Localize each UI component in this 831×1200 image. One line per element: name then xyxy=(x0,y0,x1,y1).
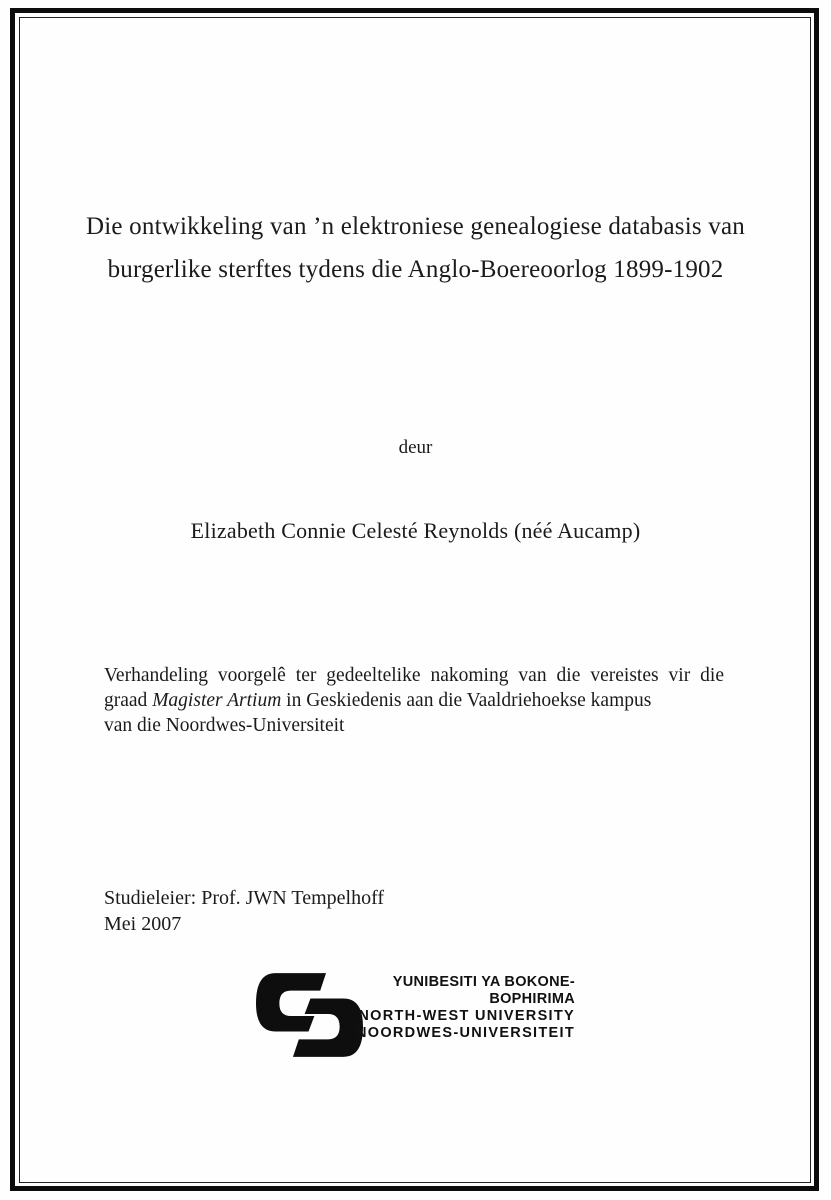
supervisor-date-block xyxy=(104,885,384,937)
submission-line-2 xyxy=(104,688,724,713)
degree-name-italic: Magister Artium xyxy=(152,690,282,711)
submission-line-2-prefix: graad xyxy=(104,690,153,711)
author-name: Elizabeth Connie Celesté Reynolds (néé Aucamp) xyxy=(190,518,641,543)
submission-line-3: van die Noordwes-Universiteit xyxy=(104,715,345,736)
date-line: Mei 2007 xyxy=(104,913,182,935)
supervisor-line: Studieleier: Prof. JWN Tempelhoff xyxy=(104,887,385,909)
submission-line-1: Verhandeling voorgelê ter gedeeltelike nakoming van die vereistes vir die xyxy=(104,665,724,686)
thesis-title xyxy=(55,205,776,291)
nwu-logo xyxy=(256,970,578,1062)
thesis-title-line-2: burgerlike sterftes tydens die Anglo-Boereoorlog 1899-1902 xyxy=(107,256,724,283)
nwu-wordmark-english: NORTH-WEST UNIVERSITY xyxy=(358,1008,575,1024)
nwu-wordmark-setswana: YUNIBESITI YA BOKONE-BOPHIRIMA xyxy=(392,974,575,1007)
byline-deur: deur xyxy=(398,437,433,458)
thesis-title-line-1: Die ontwikkeling van ’n elektroniese genealogiese databasis van xyxy=(86,213,745,240)
nwu-wordmark-afrikaans: NOORDWES-UNIVERSITEIT xyxy=(355,1025,575,1041)
submission-statement xyxy=(104,663,724,738)
nwu-wordmark xyxy=(313,974,575,1042)
submission-line-2-suffix: in Geskiedenis aan die Vaaldriehoekse kampus xyxy=(281,690,652,711)
